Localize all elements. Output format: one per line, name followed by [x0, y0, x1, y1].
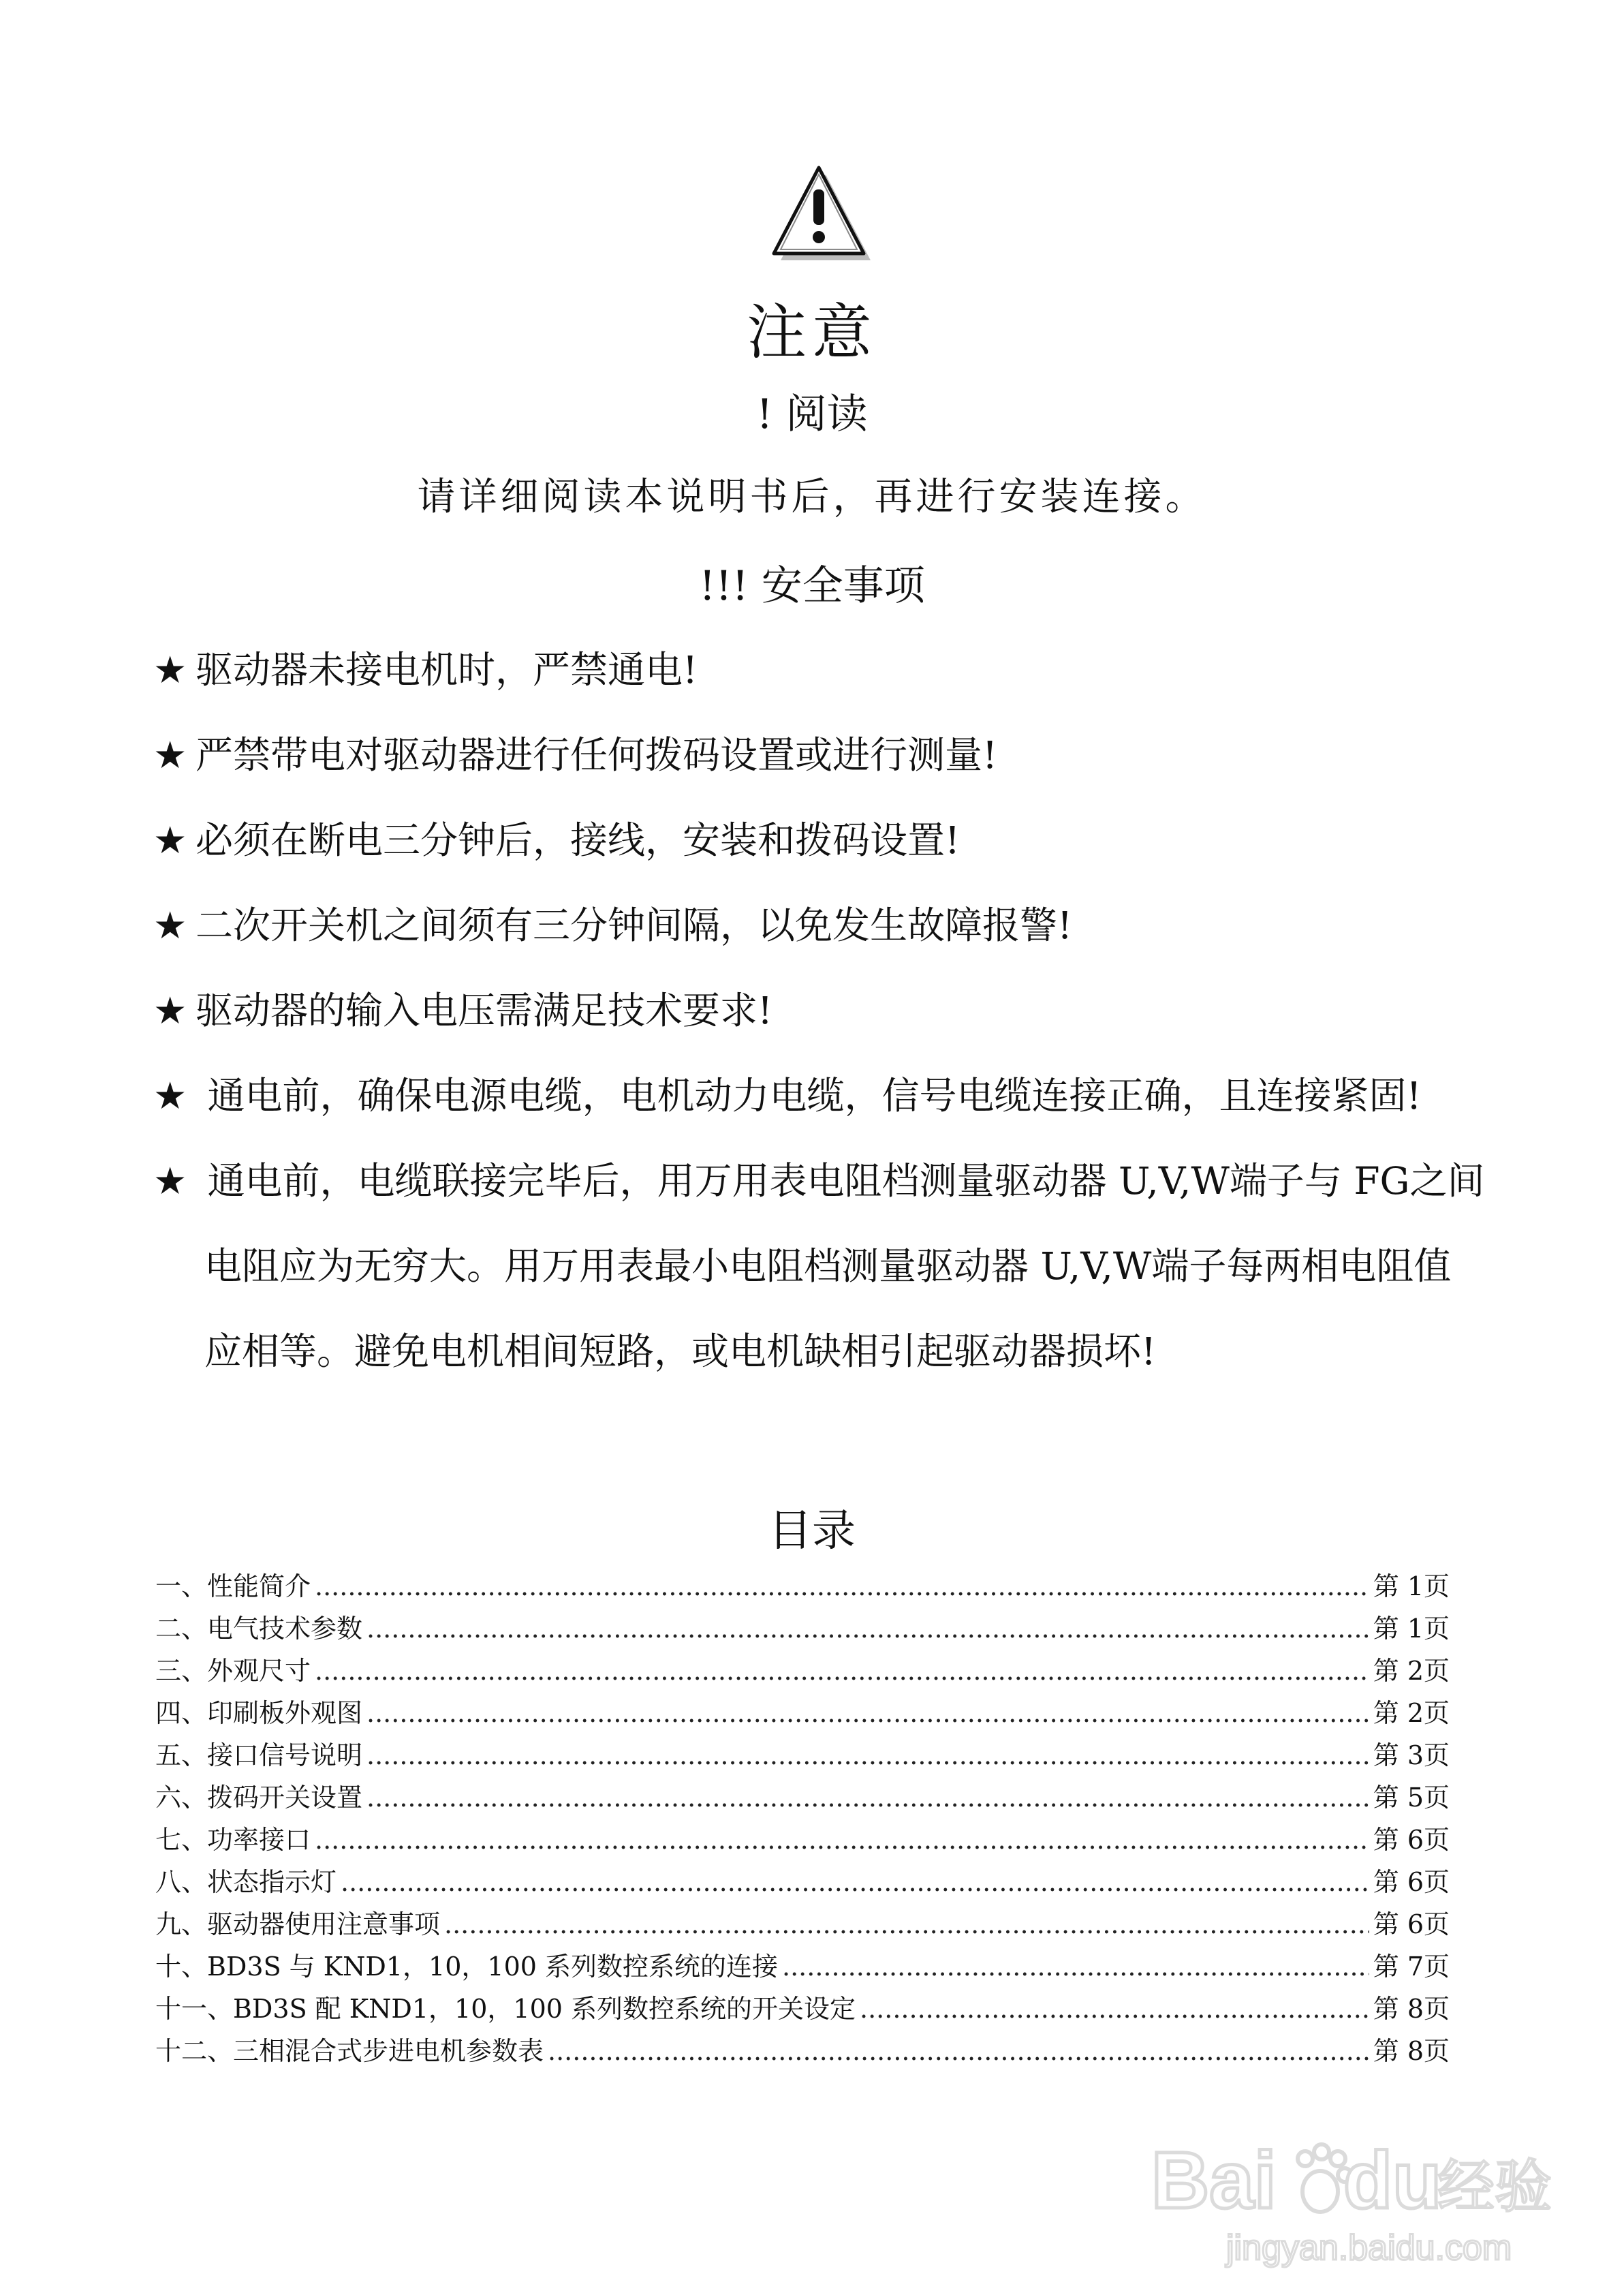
toc-entry [155, 1653, 1450, 1689]
star-bullet: ★ [153, 1159, 187, 1203]
toc-entry [155, 1611, 1450, 1646]
toc-leader-dots [366, 1611, 1369, 1646]
toc-entry-label: 一、性能简介 [155, 1571, 311, 1601]
toc-entry-label: 九、驱动器使用注意事项 [155, 1909, 441, 1939]
toc-entry-page: 第 5页 [1373, 1783, 1450, 1813]
toc-leader-dots [341, 1864, 1369, 1900]
toc-entry-label: 六、拨码开关设置 [155, 1783, 363, 1813]
star-bullet: ★ [153, 733, 187, 777]
toc-entry [155, 1822, 1450, 1858]
toc-entry [155, 1907, 1450, 1942]
read-instruction: 请详细阅读本说明书后，再进行安装连接。 [417, 475, 1207, 519]
safety-note [153, 1157, 1516, 1205]
toc-entry-page: 第 2页 [1373, 1656, 1450, 1686]
safety-note-text: 必须在断电三分钟后，接线，安装和拨码设置! [196, 818, 961, 862]
toc-entry-page: 第 6页 [1373, 1825, 1450, 1855]
toc-entry-page: 第 7页 [1373, 1952, 1450, 1982]
svg-text:经验: 经验 [1437, 2153, 1552, 2220]
toc-leader-dots [548, 2033, 1369, 2069]
svg-text:du: du [1343, 2136, 1442, 2225]
toc-entry-label: 三、外观尺寸 [155, 1656, 311, 1686]
safety-note [153, 731, 1516, 779]
safety-heading: !!! 安全事项 [699, 562, 925, 610]
toc-entry-label: 五、接口信号说明 [155, 1740, 363, 1770]
toc-entry [155, 2033, 1450, 2069]
warning-triangle-icon [770, 164, 872, 266]
svg-text:Bai: Bai [1151, 2136, 1277, 2225]
safety-note-text: 通电前，电缆联接完毕后，用万用表电阻档测量驱动器 U,V,W端子与 FG之间 [196, 1159, 1485, 1203]
toc-entry [155, 1864, 1450, 1900]
toc-leader-dots [860, 1991, 1369, 2027]
safety-note [153, 902, 1516, 949]
safety-note [153, 816, 1516, 864]
star-bullet: ★ [153, 904, 187, 947]
toc-entry-page: 第 8页 [1373, 2036, 1450, 2066]
toc-entry-label: 十二、三相混合式步进电机参数表 [155, 2036, 544, 2066]
baidu-jingyan-watermark-logo [1138, 2126, 1560, 2276]
star-bullet: ★ [153, 989, 187, 1032]
toc-entry-page: 第 2页 [1373, 1698, 1450, 1728]
toc-leader-dots [444, 1907, 1369, 1942]
toc-entry [155, 1569, 1450, 1604]
safety-note-continuation: 电阻应为无穷大。用万用表最小电阻档测量驱动器 U,V,W端子每两相电阻值 [204, 1244, 1452, 1288]
toc-leader-dots [366, 1780, 1369, 1815]
safety-note-text: 二次开关机之间须有三分钟间隔，以免发生故障报警! [196, 904, 1073, 947]
toc-entry [155, 1991, 1450, 2027]
toc-entry-page: 第 3页 [1373, 1740, 1450, 1770]
toc-entry [155, 1738, 1450, 1773]
toc-entry-label: 八、状态指示灯 [155, 1867, 337, 1897]
safety-note-text: 驱动器未接电机时，严禁通电! [196, 648, 698, 692]
toc-entry-label: 七、功率接口 [155, 1825, 311, 1855]
svg-text:jingyan.baidu.com: jingyan.baidu.com [1226, 2228, 1512, 2268]
toc-entry-page: 第 6页 [1373, 1867, 1450, 1897]
toc-entry-label: 二、电气技术参数 [155, 1614, 363, 1644]
toc-leader-dots [315, 1822, 1369, 1858]
safety-note-continuation: 应相等。避免电机相间短路，或电机缺相引起驱动器损坏! [204, 1329, 1157, 1373]
toc-entry-page: 第 1页 [1373, 1614, 1450, 1644]
toc-leader-dots [315, 1569, 1369, 1604]
toc-entry-label: 十一、BD3S 配 KND1，10，100 系列数控系统的开关设定 [155, 1994, 856, 2024]
star-bullet: ★ [153, 648, 187, 692]
toc-entry-label: 十、BD3S 与 KND1，10，100 系列数控系统的连接 [155, 1952, 779, 1982]
toc-entry-label: 四、印刷板外观图 [155, 1698, 363, 1728]
safety-note [153, 646, 1516, 694]
star-bullet: ★ [153, 1074, 187, 1118]
toc-entry-page: 第 1页 [1373, 1571, 1450, 1601]
toc-entry [155, 1695, 1450, 1731]
toc-entry-page: 第 8页 [1373, 1994, 1450, 2024]
toc-leader-dots [782, 1949, 1369, 1984]
safety-note-text: 通电前，确保电源电缆，电机动力电缆，信号电缆连接正确，且连接紧固! [196, 1074, 1422, 1118]
toc-leader-dots [366, 1695, 1369, 1731]
toc-entry [155, 1780, 1450, 1815]
toc-entry [155, 1949, 1450, 1984]
star-bullet: ★ [153, 818, 187, 862]
read-heading: ! 阅读 [756, 390, 868, 438]
toc-entry-page: 第 6页 [1373, 1909, 1450, 1939]
safety-note-text: 严禁带电对驱动器进行任何拨码设置或进行测量! [196, 733, 998, 777]
safety-note [153, 1072, 1516, 1120]
toc-leader-dots [366, 1738, 1369, 1773]
page-title: 注意 [746, 297, 877, 367]
safety-note [153, 987, 1516, 1034]
toc-leader-dots [315, 1653, 1369, 1689]
toc-title: 目录 [768, 1506, 856, 1556]
safety-note-text: 驱动器的输入电压需满足技术要求! [196, 989, 773, 1032]
